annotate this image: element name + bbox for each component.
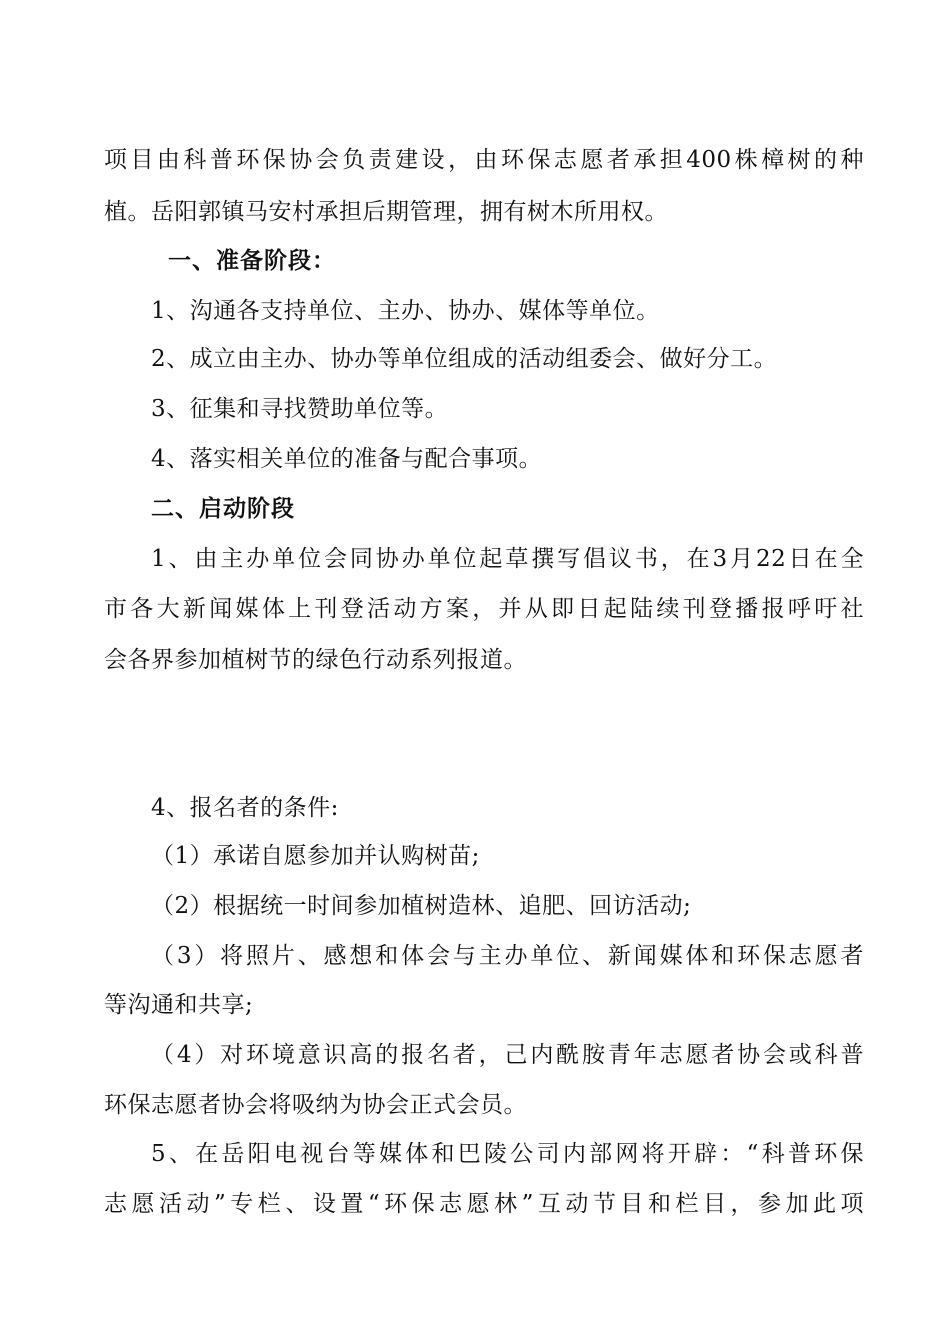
prep-item-2: 2、成立由主办、协办等单位组成的活动组委会、做好分工。 <box>151 346 778 372</box>
launch-p4-title: 4、报名者的条件: <box>151 795 339 821</box>
launch-p1-line-1: 1、由主办单位会同协办单位起草撰写倡议书，在3月22日在全 <box>151 546 864 572</box>
condition-4-line-2: 环保志愿者协会将吸纳为协会正式会员。 <box>104 1092 527 1118</box>
condition-3-line-1: （3）将照片、感想和体会与主办单位、新闻媒体和环保志愿者 <box>151 943 864 969</box>
prep-item-3: 3、征集和寻找赞助单位等。 <box>151 396 449 422</box>
section-heading-preparation: 一、准备阶段： <box>168 248 336 274</box>
condition-1: （1）承诺自愿参加并认购树苗; <box>151 843 480 869</box>
launch-p1-line-2: 市各大新闻媒体上刊登活动方案，并从即日起陆续刊登播报呼吁社 <box>104 596 864 622</box>
prep-item-1: 1、沟通各支持单位、主办、协办、媒体等单位。 <box>151 298 660 324</box>
launch-p5-line-2: 志愿活动”专栏、设置“环保志愿林”互动节目和栏目，参加此项 <box>104 1191 864 1217</box>
condition-4-line-1: （4）对环境意识高的报名者，己内酰胺青年志愿者协会或科普 <box>151 1042 864 1068</box>
prep-item-4: 4、落实相关单位的准备与配合事项。 <box>151 446 543 472</box>
launch-p1-line-3: 会各界参加植树节的绿色行动系列报道。 <box>104 647 527 673</box>
section-heading-launch: 二、启动阶段 <box>151 496 295 522</box>
launch-p5-line-1: 5、在岳阳电视台等媒体和巴陵公司内部网将开辟：“科普环保 <box>151 1141 864 1167</box>
condition-2: （2）根据统一时间参加植树造林、追肥、回访活动; <box>151 893 692 919</box>
intro-line-1: 项目由科普环保协会负责建设，由环保志愿者承担400株樟树的种 <box>104 147 864 173</box>
condition-3-line-2: 等沟通和共享; <box>104 992 254 1018</box>
intro-line-2: 植。岳阳郭镇马安村承担后期管理，拥有树木所用权。 <box>104 199 668 225</box>
